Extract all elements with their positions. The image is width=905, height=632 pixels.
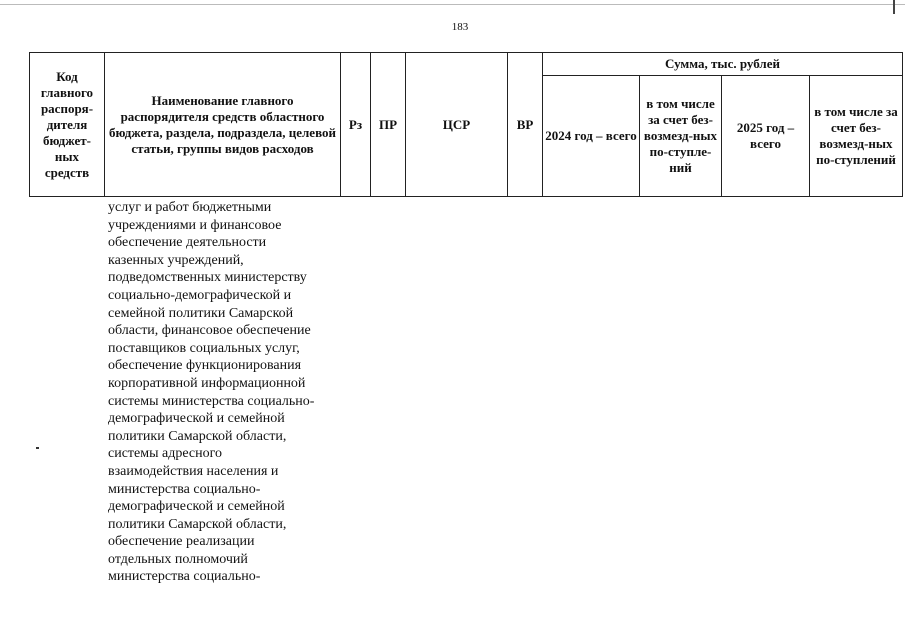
text-line: демографической и семейной [108,499,285,515]
header-col-vr: ВР [508,53,543,197]
text-line: обеспечение реализации [108,534,255,550]
header-col-2025-total: 2025 год – всего [722,76,810,197]
text-line: корпоративной информационной [108,375,306,391]
header-col-csr: ЦСР [406,53,508,197]
page-number: 183 [451,21,469,33]
text-line: политики Самарской области, [108,516,287,532]
text-line: казенных учреждений, [108,252,244,268]
header-col-2025-free: в том числе за счет без-возмезд-ных по-ступлений [810,76,903,197]
text-line: отдельных полномочий [108,551,248,567]
scan-speck [36,447,39,449]
text-line: системы министерства социально- [108,393,315,409]
header-col-2024-total: 2024 год – всего [543,76,640,197]
scan-edge-line [0,4,905,5]
text-line: политики Самарской области, [108,428,287,444]
text-line: подведомственных министерству [108,270,307,286]
text-line: министерства социально- [108,569,261,585]
row-continuation-text [108,199,348,586]
text-line: социально-демографической и [108,287,292,303]
text-line: семейной политики Самарской [108,305,294,321]
scan-edge-mark [893,0,895,14]
budget-table-header [29,52,903,197]
text-line: взаимодействия населения и [108,463,279,479]
text-line: учреждениями и финансовое [108,217,282,233]
header-col-2024-free: в том числе за счет без-возмезд-ных по-ступле-ний [640,76,722,197]
header-sum-group: Сумма, тыс. рублей [543,53,903,76]
text-line: области, финансовое обеспечение [108,323,311,339]
text-line: обеспечение деятельности [108,235,267,251]
header-col-rz: Рз [341,53,371,197]
text-line: министерства социально- [108,481,261,497]
text-line: поставщиков социальных услуг, [108,340,300,356]
text-line: обеспечение функционирования [108,358,302,374]
text-line: услуг и работ бюджетными [108,200,272,215]
header-col-name: Наименование главного распорядителя средств областного бюджета, раздела, подраздела, целевой статьи, группы видов расходов [105,53,341,197]
text-line: системы адресного [108,446,223,462]
text-line: демографической и семейной [108,411,285,427]
header-col-code: Код главного распоря-дителя бюджет-ных средств [30,53,105,197]
header-col-pr: ПР [371,53,406,197]
